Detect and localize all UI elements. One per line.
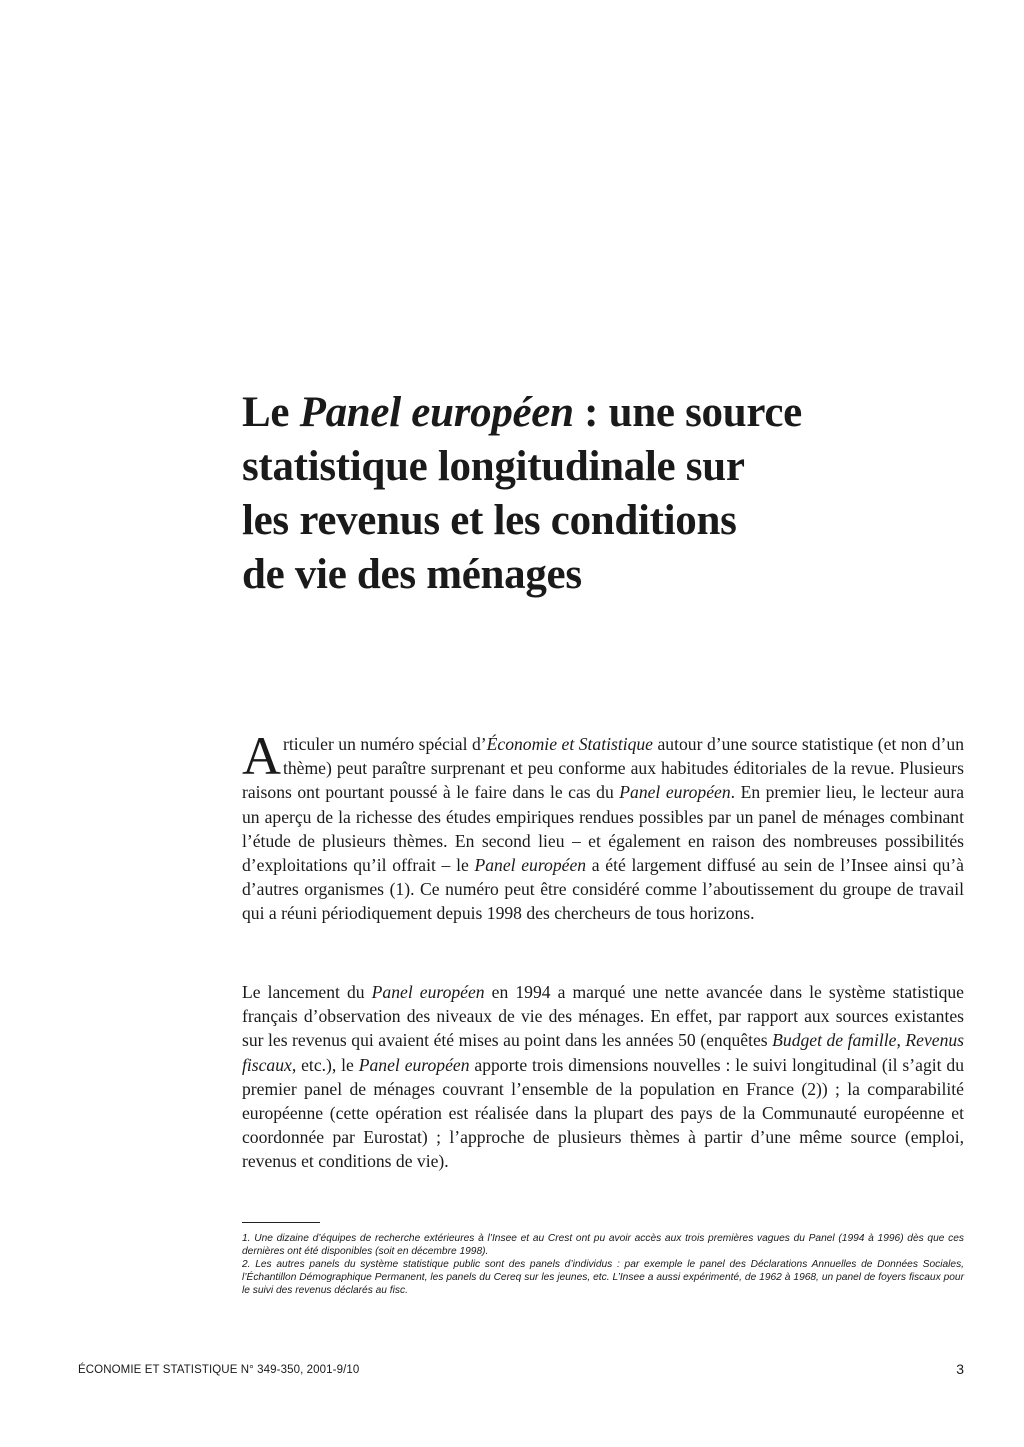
- title-line-2: statistique longitudinale sur: [242, 443, 745, 490]
- footnote-divider: [242, 1222, 320, 1223]
- body-paragraph: Le lancement du Panel européen en 1994 a marqué une nette avancée dans le système statistique français d’observation des niveaux de vie des ménages. En effet, par rapport aux sources existantes sur les revenus qui avaient été mises au point dans les années 50 (enquêtes Budget de famille, Revenus fiscaux, etc.), le Panel européen apporte trois dimensions nouvelles : le suivi longitudinal (il s’agit du premier panel de ménages couvrant l’ensemble de la population en France (2)) ; la comparabilité européenne (cette opération est réalisée dans la plupart des pays de la Communauté européenne et coordonnée par Eurostat) ; l’approche de plusieurs thèmes à partir d’une même source (emploi, revenus et conditions de vie).: [242, 982, 965, 1172]
- title-line-1: Le Panel européen : une source: [242, 389, 802, 436]
- drop-cap: A: [242, 726, 281, 786]
- footnotes: [242, 1232, 964, 1297]
- intro-paragraph: Articuler un numéro spécial d’Économie et Statistique autour d’une source statistique (et non d’un thème) peut paraître surprenant et peu conforme aux habitudes éditoriales de la revue. Plusieurs raisons ont pourtant poussé à le faire dans le cas du Panel européen. En premier lieu, le lecteur aura un aperçu de la richesse des études empiriques rendues possibles par un panel de ménages combinant l’étude de plusieurs thèmes. En second lieu – et également en raison des nombreuses possibilités d’exploitations qu’il offrait – le Panel européen a été largement diffusé au sein de l’Insee ainsi qu’à d’autres organismes (1). Ce numéro peut être considéré comme l’aboutissement du groupe de travail qui a réuni périodiquement depuis 1998 des chercheurs de tous horizons.: [242, 726, 965, 924]
- title-line-3: les revenus et les conditions: [242, 497, 737, 544]
- title-panel-name: Panel européen: [299, 389, 574, 436]
- footnote-2: 2. Les autres panels du système statistique public sont des panels d’individus : par exemple le panel des Déclarations Annuelles de Données Sociales, l’Échantillon Démographique Permanent, les panels du Cereq sur les jeunes, etc. L’Insee a aussi expérimenté, de 1962 à 1968, un panel de foyers fiscaux pour le suivi des revenus déclarés au fisc.: [242, 1259, 964, 1296]
- journal-reference: ÉCONOMIE ET STATISTIQUE N° 349-350, 2001-9/10: [78, 1364, 360, 1376]
- page-number: 3: [956, 1361, 964, 1377]
- article-title: [242, 386, 962, 602]
- footnote-1: 1. Une dizaine d’équipes de recherche extérieures à l’Insee et au Crest ont pu avoir accès aux trois premières vagues du Panel (1994 à 1996) dès que ces dernières ont été disponibles (soit en décembre 1998).: [242, 1233, 964, 1257]
- title-line-4: de vie des ménages: [242, 551, 582, 598]
